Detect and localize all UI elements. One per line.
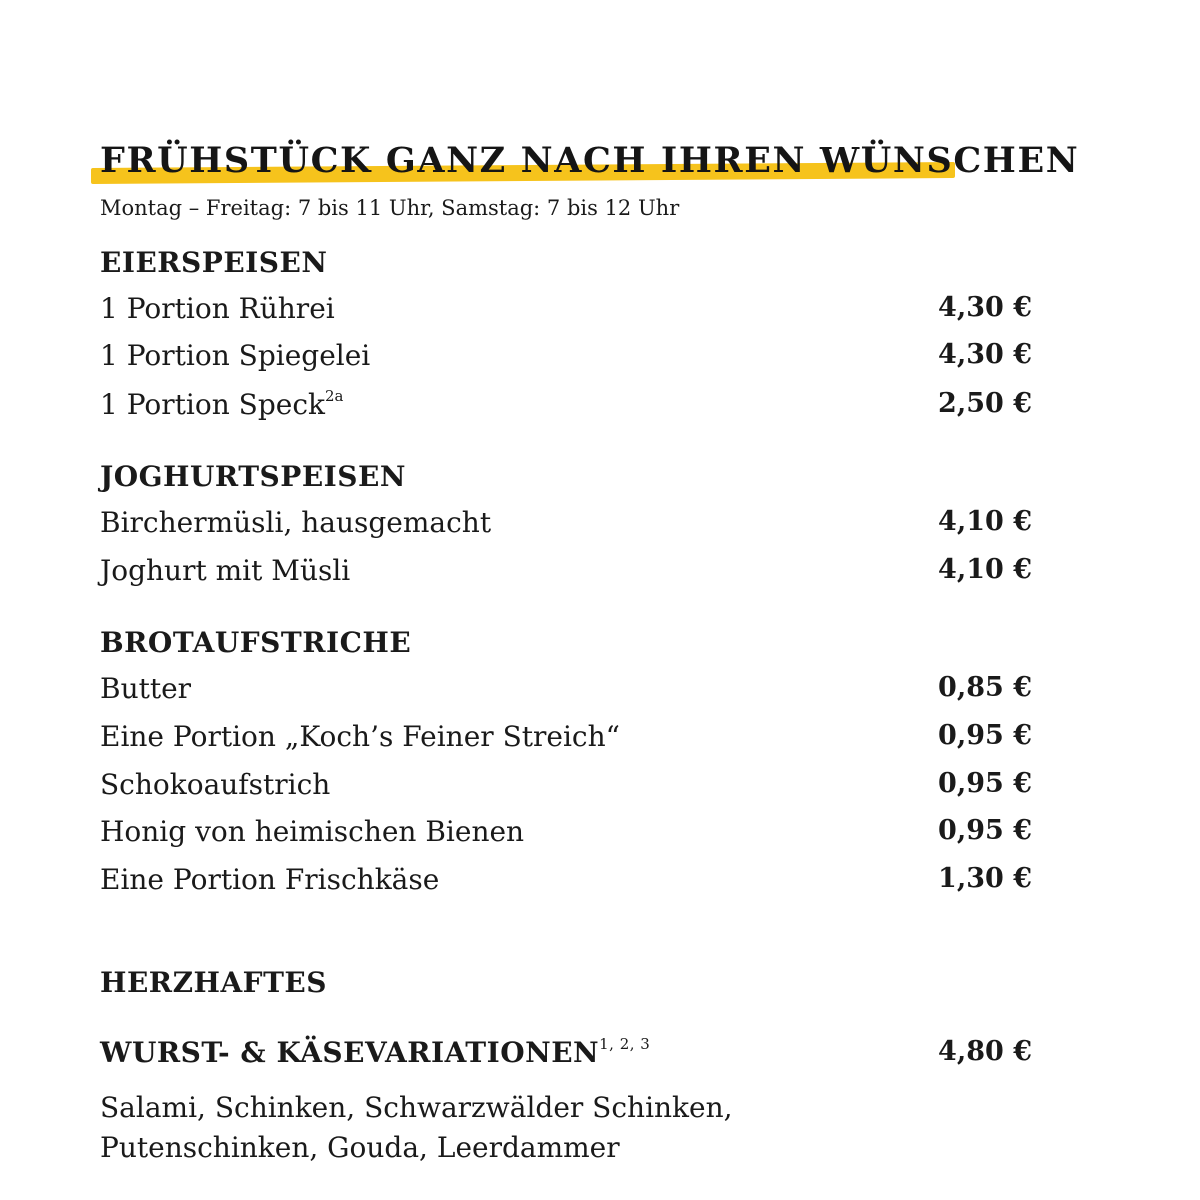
menu-item [100,388,1032,428]
menu-item-price: 0,95 € [938,815,1032,846]
section-heading-brotaufstriche: BROTAUFSTRICHE [100,626,412,659]
menu-variation [100,1036,1032,1076]
menu-item-price: 4,30 € [938,292,1032,323]
menu-item [100,672,1032,712]
section-heading-joghurtspeisen: JOGHURTSPEISEN [100,460,406,493]
menu-item [100,554,1032,594]
menu-item-name: Schokoaufstrich [100,768,331,801]
variation-name-text: WURST- & KÄSEVARIATIONEN [100,1036,600,1069]
menu-item-price: 0,95 € [938,720,1032,751]
menu-item [100,720,1032,760]
menu-title: FRÜHSTÜCK GANZ NACH IHREN WÜNSCHEN [100,140,1080,181]
menu-item [100,863,1032,903]
variation-price: 4,80 € [938,1036,1032,1067]
menu-item [100,768,1032,808]
menu-item [100,815,1032,855]
menu-item-price: 4,30 € [938,339,1032,370]
menu-item-name: Joghurt mit Müsli [100,554,351,587]
menu-title-block [91,138,1080,186]
menu-item-name-with-footnote [100,388,343,421]
menu-item-name: 1 Portion Rührei [100,292,335,325]
allergen-footnote: 1, 2, 3 [599,1035,651,1053]
menu-item [100,506,1032,546]
menu-item-name: Honig von heimischen Bienen [100,815,525,848]
menu-item-name: Birchermüsli, hausgemacht [100,506,492,539]
menu-item-price: 1,30 € [938,863,1032,894]
menu-item [100,292,1032,332]
menu-item-name: Eine Portion Frischkäse [100,863,440,896]
variation-description-line: Putenschinken, Gouda, Leerdammer [100,1131,620,1164]
variation-description-line: Salami, Schinken, Schwarzwälder Schinken, [100,1091,733,1124]
menu-item-price: 0,95 € [938,768,1032,799]
menu-item-name-text: 1 Portion Speck [100,388,325,421]
variation-name-with-footnote [100,1036,650,1069]
menu-item-price: 4,10 € [938,554,1032,585]
menu-item-price: 2,50 € [938,388,1032,419]
section-heading-eierspeisen: EIERSPEISEN [100,246,328,279]
menu-item-price: 0,85 € [938,672,1032,703]
menu-item-name: Eine Portion „Koch’s Feiner Streich“ [100,720,620,753]
allergen-footnote: 2a [324,387,344,405]
opening-hours: Montag – Freitag: 7 bis 11 Uhr, Samstag: 7 bis 12 Uhr [100,196,680,220]
menu-item-price: 4,10 € [938,506,1032,537]
menu-item-name: 1 Portion Spiegelei [100,339,371,372]
menu-item [100,339,1032,379]
menu-item-name: Butter [100,672,192,705]
section-heading-herzhaftes: HERZHAFTES [100,966,327,999]
